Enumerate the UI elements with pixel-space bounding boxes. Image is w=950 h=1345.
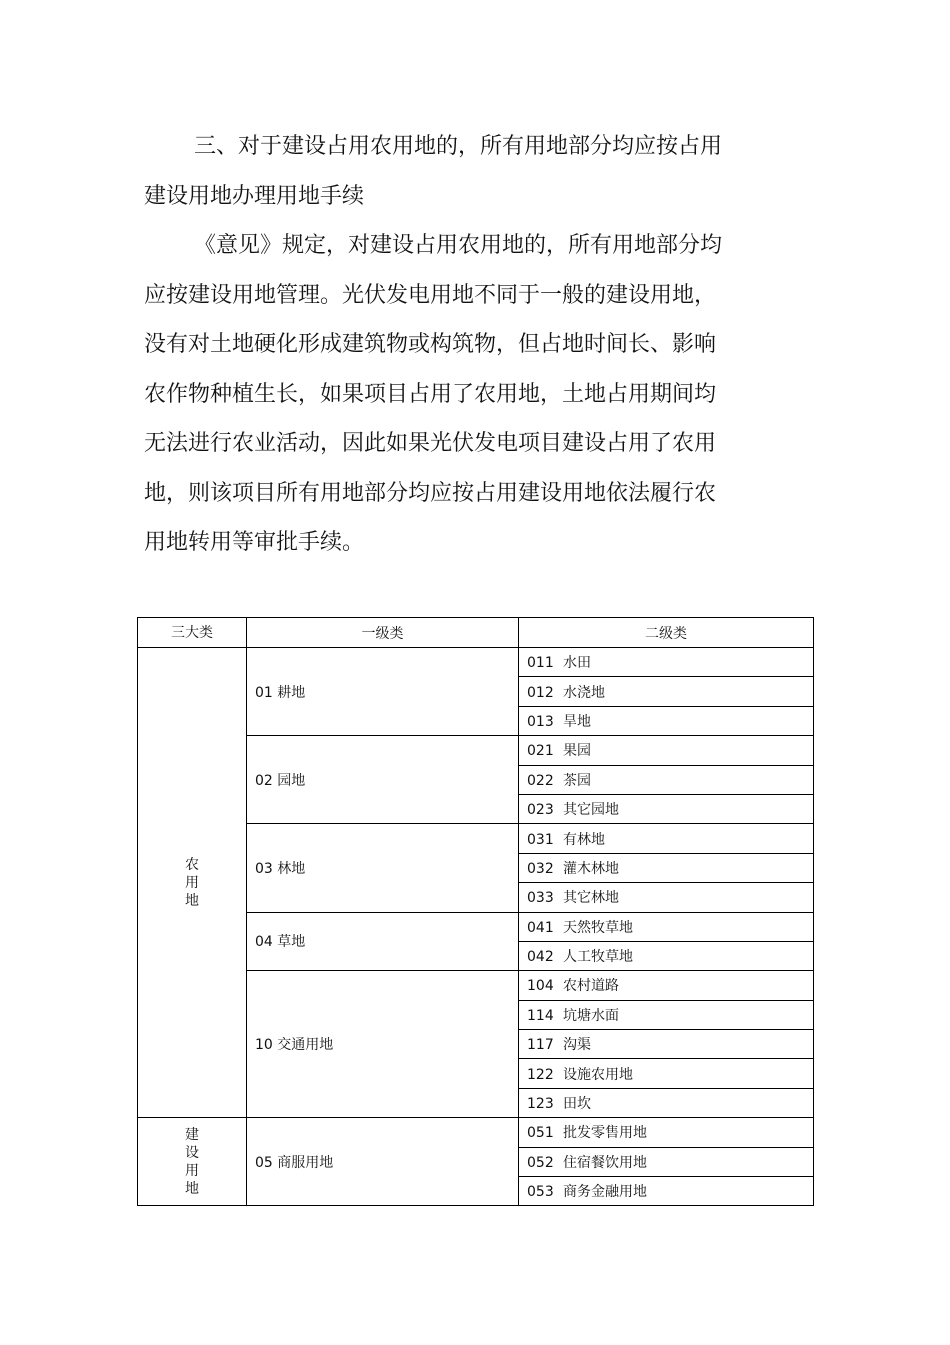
class-name: 旱地 — [563, 713, 591, 730]
primary-class-cell: 01 耕地 — [247, 648, 519, 736]
primary-class-cell: 10 交通用地 — [247, 971, 519, 1118]
table-row — [138, 648, 814, 677]
class-name: 其它林地 — [563, 890, 619, 907]
secondary-class-cell — [519, 883, 814, 912]
secondary-class-cell — [519, 648, 814, 677]
class-code: 051 — [527, 1125, 554, 1142]
header-major-class: 三大类 — [138, 618, 247, 648]
secondary-class-cell — [519, 736, 814, 765]
paragraph-line: 用地转用等审批手续。 — [144, 530, 365, 555]
class-name: 水浇地 — [563, 684, 605, 701]
class-code: 041 — [527, 919, 554, 936]
class-code: 042 — [527, 949, 554, 966]
class-name: 灌木林地 — [563, 860, 619, 877]
header-secondary-class: 二级类 — [519, 618, 814, 648]
secondary-class-cell — [519, 1177, 814, 1206]
class-code: 033 — [527, 890, 554, 907]
header-primary-class: 一级类 — [247, 618, 519, 648]
secondary-class-cell — [519, 1147, 814, 1176]
class-code: 114 — [527, 1007, 554, 1024]
class-name: 住宿餐饮用地 — [563, 1154, 647, 1171]
primary-class-cell: 02 园地 — [247, 736, 519, 824]
class-code: 023 — [527, 802, 554, 819]
class-code: 021 — [527, 743, 554, 760]
class-name: 果园 — [563, 743, 591, 760]
class-name: 坑塘水面 — [563, 1007, 619, 1024]
secondary-class-cell — [519, 912, 814, 941]
primary-class-cell: 03 林地 — [247, 824, 519, 912]
class-name: 设施农用地 — [563, 1066, 633, 1083]
major-class-label: 农用地 — [185, 856, 199, 909]
class-name: 沟渠 — [563, 1037, 591, 1054]
land-classification-table — [137, 617, 814, 1206]
major-class-cell — [138, 648, 247, 1118]
table-row — [138, 1118, 814, 1147]
secondary-class-cell — [519, 677, 814, 706]
class-name: 商务金融用地 — [563, 1184, 647, 1201]
class-code: 053 — [527, 1184, 554, 1201]
secondary-class-cell — [519, 941, 814, 970]
secondary-class-cell — [519, 1088, 814, 1117]
secondary-class-cell — [519, 1059, 814, 1088]
secondary-class-cell — [519, 853, 814, 882]
class-code: 011 — [527, 655, 554, 672]
class-code: 117 — [527, 1037, 554, 1054]
class-name: 批发零售用地 — [563, 1125, 647, 1142]
class-name: 人工牧草地 — [563, 949, 633, 966]
secondary-class-cell — [519, 794, 814, 823]
secondary-class-cell — [519, 1000, 814, 1029]
secondary-class-cell — [519, 1118, 814, 1147]
class-code: 031 — [527, 831, 554, 848]
class-name: 茶园 — [563, 772, 591, 789]
secondary-class-cell — [519, 1030, 814, 1059]
paragraph-line: 农作物种植生长，如果项目占用了农用地，土地占用期间均 — [144, 381, 717, 407]
paragraph-line: 无法进行农业活动，因此如果光伏发电项目建设占用了农用 — [144, 431, 717, 456]
class-code: 013 — [527, 713, 554, 730]
table-header-row — [138, 618, 814, 648]
class-name: 农村道路 — [563, 978, 619, 995]
class-code: 123 — [527, 1096, 554, 1113]
paragraph-heading-line: 三、对于建设占用农用地的，所有用地部分均应按占用 — [194, 134, 723, 159]
class-name: 其它园地 — [563, 802, 619, 819]
body-text — [144, 122, 754, 568]
paragraph-line: 《意见》规定，对建设占用农用地的，所有用地部分均 — [194, 233, 723, 258]
paragraph-heading-line: 建设用地办理用地手续 — [144, 183, 365, 209]
class-code: 012 — [527, 684, 554, 701]
secondary-class-cell — [519, 706, 814, 735]
class-name: 水田 — [563, 655, 591, 672]
secondary-class-cell — [519, 824, 814, 853]
class-code: 122 — [527, 1066, 554, 1083]
primary-class-cell: 05 商服用地 — [247, 1118, 519, 1206]
class-name: 有林地 — [563, 831, 605, 848]
class-name: 田坎 — [563, 1096, 591, 1113]
class-code: 032 — [527, 860, 554, 877]
secondary-class-cell — [519, 765, 814, 794]
paragraph-line: 应按建设用地管理。光伏发电用地不同于一般的建设用地， — [144, 282, 717, 308]
primary-class-cell: 04 草地 — [247, 912, 519, 971]
secondary-class-cell — [519, 971, 814, 1000]
class-code: 104 — [527, 978, 554, 995]
class-code: 052 — [527, 1154, 554, 1171]
paragraph-line: 没有对土地硬化形成建筑物或构筑物，但占地时间长、影响 — [144, 332, 717, 357]
class-name: 天然牧草地 — [563, 919, 633, 936]
paragraph-line: 地，则该项目所有用地部分均应按占用建设用地依法履行农 — [144, 480, 717, 506]
major-class-cell — [138, 1118, 247, 1206]
class-code: 022 — [527, 772, 554, 789]
major-class-label: 建设用地 — [185, 1126, 199, 1197]
